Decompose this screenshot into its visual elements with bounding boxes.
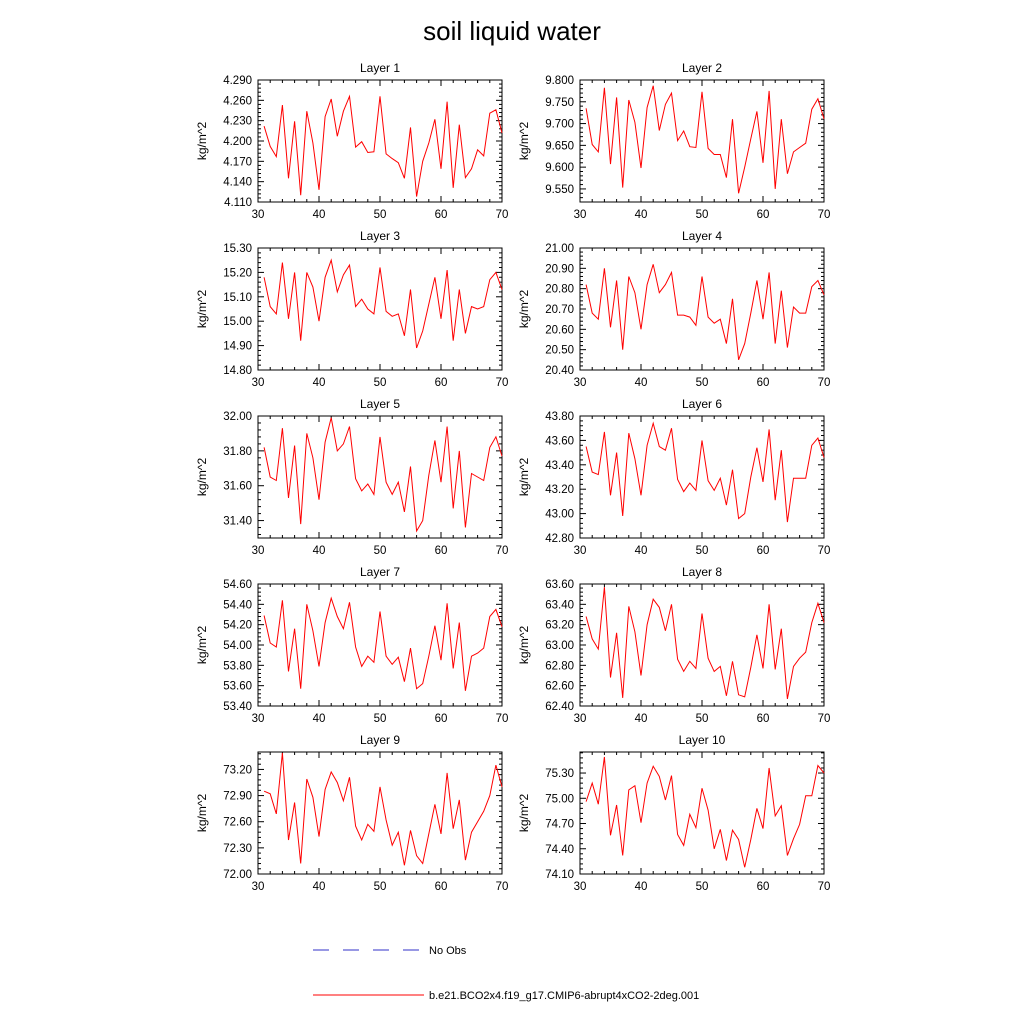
x-tick-label: 30 <box>251 545 265 557</box>
panel-title: Layer 9 <box>359 733 401 747</box>
panel-title: Layer 1 <box>359 61 401 75</box>
y-tick-label: 53.80 <box>223 660 252 673</box>
x-tick-label: 50 <box>695 209 709 221</box>
y-tick-label: 31.60 <box>223 480 252 493</box>
x-tick-label: 50 <box>695 545 709 557</box>
legend <box>313 945 699 1002</box>
y-tick-label: 43.80 <box>545 411 574 423</box>
series-line <box>264 753 502 865</box>
y-axis-label: kg/m^2 <box>517 289 531 329</box>
figure-title: soil liquid water <box>423 16 601 46</box>
x-tick-label: 70 <box>817 545 831 557</box>
y-tick-label: 62.80 <box>545 660 574 673</box>
y-tick-label: 54.60 <box>223 579 252 591</box>
y-tick-label: 32.00 <box>223 411 252 423</box>
y-axis-label: kg/m^2 <box>195 289 209 329</box>
series-line <box>586 423 824 522</box>
y-tick-label: 72.00 <box>223 869 252 881</box>
x-tick-label: 50 <box>373 881 387 893</box>
x-tick-label: 40 <box>634 377 648 389</box>
y-axis-label: kg/m^2 <box>195 457 209 497</box>
y-tick-label: 9.600 <box>545 162 574 175</box>
x-tick-label: 60 <box>434 545 448 557</box>
panel-title: Layer 6 <box>681 397 723 411</box>
y-tick-label: 75.30 <box>545 768 574 781</box>
x-tick-label: 40 <box>312 713 326 725</box>
y-tick-label: 74.40 <box>545 843 574 856</box>
y-tick-label: 54.20 <box>223 619 252 632</box>
x-tick-label: 30 <box>251 881 265 893</box>
y-tick-label: 31.40 <box>223 515 252 528</box>
y-tick-label: 15.30 <box>223 243 252 255</box>
y-tick-label: 9.650 <box>545 140 574 153</box>
y-tick-label: 53.60 <box>223 680 252 693</box>
series-line <box>264 418 502 531</box>
x-tick-label: 60 <box>434 881 448 893</box>
series-line <box>586 757 824 867</box>
legend-label-no-obs: No Obs <box>429 945 467 957</box>
panel-layer-8 <box>517 565 830 725</box>
y-tick-label: 43.60 <box>545 435 574 448</box>
panel-title: Layer 8 <box>681 565 723 579</box>
plot-frame <box>258 416 502 538</box>
plot-frame <box>580 584 824 706</box>
x-tick-label: 50 <box>373 545 387 557</box>
x-tick-label: 30 <box>573 377 587 389</box>
x-tick-label: 70 <box>817 881 831 893</box>
y-axis-label: kg/m^2 <box>195 625 209 665</box>
y-tick-label: 53.40 <box>223 701 252 713</box>
y-tick-label: 31.80 <box>223 445 252 458</box>
x-tick-label: 40 <box>634 881 648 893</box>
x-tick-label: 60 <box>434 713 448 725</box>
x-tick-label: 70 <box>495 881 509 893</box>
y-tick-label: 43.40 <box>545 459 574 472</box>
y-tick-label: 4.230 <box>223 115 252 128</box>
y-tick-label: 73.20 <box>223 764 252 777</box>
panel-layer-1 <box>195 61 508 221</box>
panel-layer-6 <box>517 397 830 557</box>
y-axis-label: kg/m^2 <box>517 121 531 161</box>
x-tick-label: 60 <box>434 377 448 389</box>
y-tick-label: 20.60 <box>545 324 574 337</box>
legend-entry-no-obs <box>313 945 467 957</box>
y-tick-label: 62.40 <box>545 701 574 713</box>
panel-layer-2 <box>517 61 830 221</box>
x-tick-label: 40 <box>312 881 326 893</box>
y-tick-label: 62.60 <box>545 680 574 693</box>
x-tick-label: 70 <box>817 713 831 725</box>
y-tick-label: 63.40 <box>545 599 574 612</box>
x-tick-label: 70 <box>495 377 509 389</box>
y-axis-label: kg/m^2 <box>517 625 531 665</box>
y-axis-label: kg/m^2 <box>517 793 531 833</box>
y-tick-label: 63.00 <box>545 640 574 652</box>
y-tick-label: 54.40 <box>223 599 252 612</box>
panel-layer-10 <box>517 733 830 893</box>
x-tick-label: 30 <box>573 545 587 557</box>
x-tick-label: 40 <box>634 545 648 557</box>
y-tick-label: 4.290 <box>223 75 252 87</box>
x-tick-label: 30 <box>251 377 265 389</box>
x-tick-label: 30 <box>251 209 265 221</box>
y-tick-label: 72.60 <box>223 816 252 829</box>
x-tick-label: 30 <box>573 209 587 221</box>
y-tick-label: 42.80 <box>545 533 574 545</box>
x-tick-label: 70 <box>817 209 831 221</box>
panel-title: Layer 2 <box>681 61 723 75</box>
series-line <box>264 260 502 348</box>
panel-layer-7 <box>195 565 508 725</box>
y-tick-label: 4.200 <box>223 136 252 148</box>
y-tick-label: 20.50 <box>545 344 574 357</box>
x-tick-label: 70 <box>817 377 831 389</box>
y-tick-label: 63.60 <box>545 579 574 591</box>
x-tick-label: 40 <box>312 377 326 389</box>
y-tick-label: 4.140 <box>223 176 252 189</box>
series-line <box>586 86 824 194</box>
y-tick-label: 20.40 <box>545 365 574 377</box>
series-line <box>264 96 502 196</box>
panel-title: Layer 10 <box>678 733 726 747</box>
y-tick-label: 4.110 <box>224 197 252 209</box>
x-tick-label: 40 <box>634 713 648 725</box>
x-tick-label: 50 <box>373 209 387 221</box>
y-tick-label: 4.170 <box>223 156 252 169</box>
panel-title: Layer 7 <box>359 565 401 579</box>
panel-grid <box>195 61 830 893</box>
x-tick-label: 30 <box>573 881 587 893</box>
x-tick-label: 60 <box>756 713 770 725</box>
series-line <box>264 598 502 691</box>
x-tick-label: 50 <box>373 377 387 389</box>
y-tick-label: 43.00 <box>545 508 574 521</box>
y-tick-label: 15.00 <box>223 316 252 329</box>
x-tick-label: 40 <box>312 545 326 557</box>
y-tick-label: 72.30 <box>223 842 252 855</box>
x-tick-label: 70 <box>495 713 509 725</box>
x-tick-label: 60 <box>434 209 448 221</box>
legend-entry-model-run <box>313 990 699 1002</box>
panel-layer-9 <box>195 733 508 893</box>
y-tick-label: 20.80 <box>545 283 574 296</box>
plot-frame <box>580 752 824 874</box>
y-tick-label: 15.20 <box>223 267 252 280</box>
x-tick-label: 50 <box>373 713 387 725</box>
x-tick-label: 60 <box>756 545 770 557</box>
y-axis-label: kg/m^2 <box>195 793 209 833</box>
plot-frame <box>258 248 502 370</box>
panel-layer-3 <box>195 229 508 389</box>
y-tick-label: 43.20 <box>545 484 574 497</box>
y-tick-label: 4.260 <box>223 95 252 108</box>
y-tick-label: 72.90 <box>223 790 252 803</box>
x-tick-label: 60 <box>756 209 770 221</box>
x-tick-label: 40 <box>312 209 326 221</box>
plot-frame <box>580 248 824 370</box>
x-tick-label: 30 <box>573 713 587 725</box>
y-tick-label: 20.90 <box>545 263 574 276</box>
panel-layer-5 <box>195 397 508 557</box>
x-tick-label: 30 <box>251 713 265 725</box>
y-tick-label: 20.70 <box>545 304 574 316</box>
y-tick-label: 75.00 <box>545 793 574 806</box>
x-tick-label: 50 <box>695 713 709 725</box>
y-tick-label: 14.90 <box>223 340 252 353</box>
y-tick-label: 74.70 <box>545 818 574 831</box>
panel-title: Layer 3 <box>359 229 401 243</box>
y-tick-label: 9.550 <box>545 183 574 196</box>
y-axis-label: kg/m^2 <box>517 457 531 497</box>
panel-title: Layer 5 <box>359 397 401 411</box>
y-tick-label: 9.750 <box>545 96 574 109</box>
y-tick-label: 54.00 <box>223 640 252 652</box>
panel-title: Layer 4 <box>681 229 723 243</box>
y-tick-label: 63.20 <box>545 619 574 632</box>
y-tick-label: 74.10 <box>545 869 574 881</box>
y-tick-label: 14.80 <box>223 365 252 377</box>
x-tick-label: 70 <box>495 209 509 221</box>
y-axis-label: kg/m^2 <box>195 121 209 161</box>
y-tick-label: 9.800 <box>545 75 574 87</box>
x-tick-label: 60 <box>756 377 770 389</box>
legend-label-model-run: b.e21.BCO2x4.f19_g17.CMIP6-abrupt4xCO2-2deg.001 <box>429 990 700 1002</box>
x-tick-label: 60 <box>756 881 770 893</box>
x-tick-label: 50 <box>695 377 709 389</box>
panel-layer-4 <box>517 229 830 389</box>
series-line <box>586 264 824 360</box>
x-tick-label: 50 <box>695 881 709 893</box>
y-tick-label: 15.10 <box>223 291 252 304</box>
x-tick-label: 40 <box>634 209 648 221</box>
y-tick-label: 9.700 <box>545 118 574 131</box>
series-line <box>586 587 824 699</box>
y-tick-label: 21.00 <box>545 243 574 255</box>
x-tick-label: 70 <box>495 545 509 557</box>
